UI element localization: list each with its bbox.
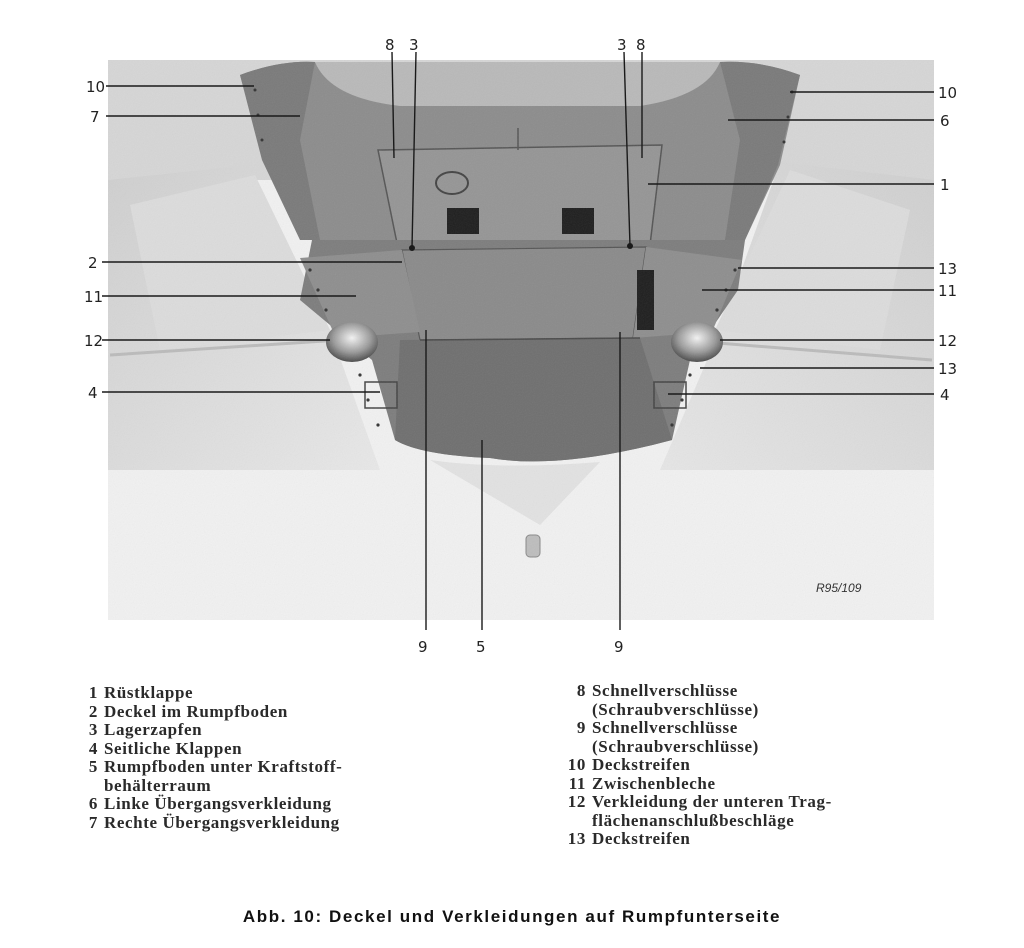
- callout-12-right: 12: [938, 332, 958, 350]
- legend-num: 12: [567, 792, 586, 811]
- legend-item-8-cont: [560, 701, 980, 720]
- legend-text: Rüstklappe: [104, 683, 194, 702]
- legend-num: 8: [576, 681, 586, 700]
- legend-num: 10: [567, 755, 586, 774]
- legend-item-8: [560, 682, 980, 701]
- callout-4-left: 4: [88, 384, 98, 402]
- legend-item-1: [78, 684, 478, 703]
- callout-11-right: 11: [938, 282, 958, 300]
- callout-12-left: 12: [84, 332, 104, 350]
- legend-num: 13: [567, 829, 586, 848]
- legend-text: Verkleidung der unteren Trag-: [592, 792, 832, 811]
- legend-text: Linke Übergangsverkleidung: [104, 794, 332, 813]
- legend-num: 5: [88, 757, 98, 776]
- legend-text: Deckstreifen: [592, 829, 691, 848]
- legend-text-cont: (Schraubverschlüsse): [592, 699, 759, 719]
- callout-10-left: 10: [86, 78, 106, 96]
- callout-4-right: 4: [940, 386, 950, 404]
- callout-1: 1: [940, 176, 950, 194]
- callout-11-left: 11: [84, 288, 104, 306]
- legend-text: Schnellverschlüsse: [592, 681, 738, 700]
- legend-item-5-cont: [78, 777, 478, 796]
- legend-item-2: [78, 703, 478, 722]
- legend-text-cont: (Schraubverschlüsse): [592, 736, 759, 756]
- legend-text: Zwischenbleche: [592, 773, 716, 793]
- legend-item-6: [78, 795, 478, 814]
- legend-text: Deckstreifen: [592, 755, 691, 774]
- image-reference: R95/109: [816, 581, 862, 595]
- legend-item-12-cont: [560, 812, 980, 831]
- legend-num: 11: [568, 773, 586, 793]
- legend-item-9-cont: [560, 738, 980, 757]
- legend-item-10: [560, 756, 980, 775]
- callout-7: 7: [90, 108, 100, 126]
- legend-item-11: [560, 775, 980, 794]
- callout-3-left: 3: [409, 36, 419, 54]
- legend-item-4: [78, 740, 478, 759]
- callout-3-right: 3: [617, 36, 627, 54]
- legend-text: Schnellverschlüsse: [592, 718, 738, 737]
- legend-left-column: [78, 684, 478, 832]
- legend-item-5: [78, 758, 478, 777]
- legend-num: 1: [88, 683, 98, 702]
- legend-item-12: [560, 793, 980, 812]
- legend-num: 6: [88, 794, 98, 813]
- legend-right-column: [560, 682, 980, 849]
- legend-num: 3: [88, 720, 98, 739]
- callout-2: 2: [88, 254, 98, 272]
- callout-8-right: 8: [636, 36, 646, 54]
- legend-text-cont: behälterraum: [104, 775, 212, 795]
- legend-text: Deckel im Rumpfboden: [104, 701, 288, 721]
- legend-num: 9: [576, 718, 586, 737]
- legend-item-7: [78, 814, 478, 833]
- legend-text: Rechte Übergangsverkleidung: [104, 812, 340, 832]
- callout-9-right: 9: [614, 638, 624, 656]
- callout-6: 6: [940, 112, 950, 130]
- legend-num: 2: [88, 701, 98, 721]
- callout-8-left: 8: [385, 36, 395, 54]
- legend-num: 4: [88, 738, 98, 758]
- legend-num: 7: [88, 812, 98, 832]
- legend-text: Seitliche Klappen: [104, 738, 243, 758]
- callout-13-upper: 13: [938, 260, 958, 278]
- legend-text-cont: flächenanschlußbeschläge: [592, 810, 795, 830]
- callout-9-left: 9: [418, 638, 428, 656]
- legend-item-13: [560, 830, 980, 849]
- legend-text: Rumpfboden unter Kraftstoff-: [104, 757, 343, 776]
- callout-5: 5: [476, 638, 486, 656]
- legend-item-3: [78, 721, 478, 740]
- callout-10-right: 10: [938, 84, 958, 102]
- figure-caption: Abb. 10: Deckel und Verkleidungen auf Rumpfunterseite: [242, 907, 782, 926]
- callout-13-lower: 13: [938, 360, 958, 378]
- legend-text: Lagerzapfen: [104, 720, 203, 739]
- legend-item-9: [560, 719, 980, 738]
